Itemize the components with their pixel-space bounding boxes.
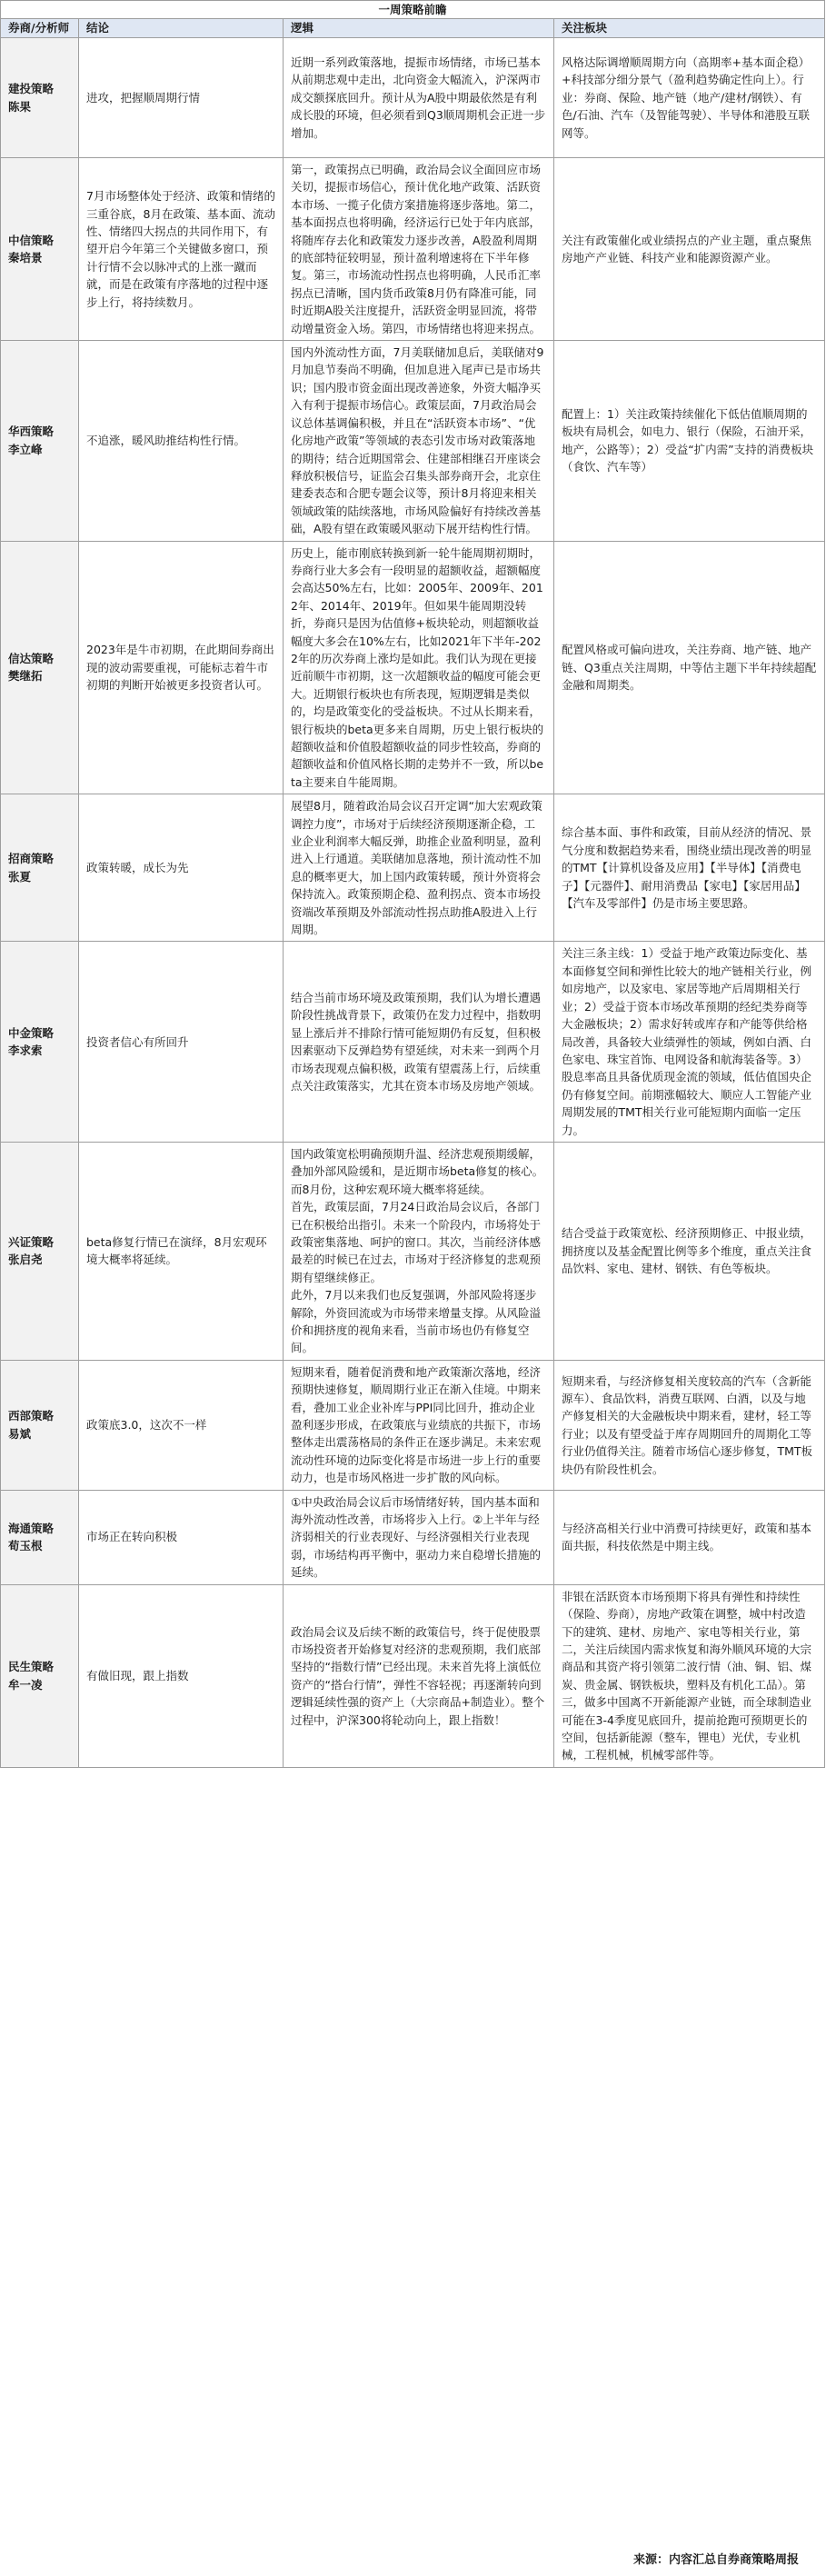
analyst-name: 陈果 <box>8 99 32 114</box>
broker-analyst-cell <box>1 158 79 341</box>
broker-name: 华西策略 <box>8 424 55 439</box>
broker-name: 招商策略 <box>8 852 55 866</box>
table-title: 一周策略前瞻 <box>1 1 825 19</box>
broker-name: 兴证策略 <box>8 1234 55 1249</box>
broker-name: 信达策略 <box>8 651 55 665</box>
broker-name: 海通策略 <box>8 1521 55 1535</box>
logic-cell: 结合当前市场环境及政策预期，我们认为增长遭遇阶段性挑战背景下，政策仍在发力过程中，指数明显上涨后并不排除行情可能短期仍有反复，但积极因素驱动下反弹趋势有望延续，对未来一到两个月市场表现观点偏积极，政策有望震荡上行，后续重点关注政策落实，尤其在资本市场及房地产领域。 <box>284 942 554 1142</box>
logic-cell: ①中央政治局会议后市场情绪好转，国内基本面和海外流动性改善，市场将步入上行。②上半年与经济弱相关的行业表现好、与经济强相关行业表现弱，市场结构再平衡中，驱动力来自稳增长措施的延续。 <box>284 1490 554 1584</box>
sectors-cell: 短期来看，与经济修复相关度较高的汽车（含新能源车）、食品饮料，消费互联网、白酒，以及与地产修复相关的大金融板块中期来看，建材，轻工等行业；以及有望受益于库存周期回升的周期化工等行业仍值得关注。随着市场信心逐步修复，TMT板块仍有阶段性机会。 <box>554 1360 825 1490</box>
broker-analyst-cell <box>1 1490 79 1584</box>
broker-analyst-cell <box>1 541 79 794</box>
table-row <box>1 942 825 1142</box>
broker-name: 西部策略 <box>8 1409 55 1423</box>
broker-analyst-cell <box>1 38 79 158</box>
sectors-cell: 配置上：1）关注政策持续催化下低估值顺周期的板块有局机会，如电力、银行（保险，石油开采，地产，公路等）；2）受益“扩内需”支持的消费板块（食饮、汽车等） <box>554 341 825 541</box>
analyst-name: 秦培景 <box>8 251 43 265</box>
table-row <box>1 341 825 541</box>
header-conclusion: 结论 <box>79 19 284 38</box>
analyst-name: 张启尧 <box>8 1253 43 1267</box>
table-row <box>1 794 825 942</box>
table-row <box>1 1490 825 1584</box>
conclusion-cell: 进攻，把握顺周期行情 <box>79 38 284 158</box>
logic-cell: 国内政策宽松明确预期升温、经济悲观预期缓解，叠加外部风险缓和，是近期市场beta修复的核心。而8月份，这种宏观环境大概率将延续。 首先，政策层面，7月24日政治局会议后，各部门已在积极给出指引。未来一个阶段内，市场将处于政策密集落地、呵护的窗口。其次，当前经济体感最差的时候已在过去，市场对于经济修复的悲观预期有望继续修正。 此外，7月以来我们也反复强调，外部风险将逐步解除，外资回流或为市场带来增量支撑。从风险溢价和拥挤度的视角来看，当前市场也仍有修复空间。 <box>284 1142 554 1360</box>
table-body <box>1 38 825 1768</box>
broker-name: 建投策略 <box>8 82 55 96</box>
sectors-cell: 与经济高相关行业中消费可持续更好，政策和基本面共振，科技依然是中期主线。 <box>554 1490 825 1584</box>
header-logic: 逻辑 <box>284 19 554 38</box>
broker-analyst-cell <box>1 942 79 1142</box>
sectors-cell: 非银在活跃资本市场预期下将具有弹性和持续性（保险、券商），房地产政策在调整，城中村改造下的建筑、建材、房地产、家电等相关行业，第二，关注后续国内需求恢复和海外顺风环境的大宗商品和其资产将引领第二波行情（油、铜、铝、煤炭、贵金属、钢铁板块，塑料及有机化工品）。第三，做多中国离不开新能源产业链，而全球制造业可能在3-4季度见底回升，提前抢跑可预期更长的空间，包括新能源（整车，锂电）光伏，专业机械，工程机械，机械零部件等。 <box>554 1584 825 1767</box>
broker-analyst-cell <box>1 1142 79 1360</box>
sectors-cell: 风格达际调增顺周期方向（高期率+基本面企稳）+科技部分细分景气（盈利趋势确定性向上）。行业：券商、保险、地产链（地产/建材/钢铁）、有色/石油、汽车（及智能驾驶）、半导体和港股互联网等。 <box>554 38 825 158</box>
table-row <box>1 541 825 794</box>
conclusion-cell: 2023年是牛市初期，在此期间券商出现的波动需要重视，可能标志着牛市初期的判断开始被更多投资者认可。 <box>79 541 284 794</box>
conclusion-cell: 不追涨，暖风助推结构性行情。 <box>79 341 284 541</box>
analyst-name: 易斌 <box>8 1426 32 1441</box>
conclusion-cell: 有做旧现，跟上指数 <box>79 1584 284 1767</box>
logic-cell: 第一，政策拐点已明确，政治局会议全面回应市场关切，提振市场信心，预计优化地产政策、活跃资本市场、一揽子化债方案措施将逐步落地。第二，基本面拐点也将明确，经济运行已处于年内底部，将随库存去化和政策发力逐步改善，A股盈利周期的底部特征较明显，预计盈利增速将在下半年修复。第三，市场流动性拐点也将明确，人民币汇率拐点已清晰，国内货币政策8月仍有降准可能，同时近期A股关注度提升，活跃资金明显回流，将带动增量资金入场。第四，市场情绪也将迎来拐点。 <box>284 158 554 341</box>
header-sectors: 关注板块 <box>554 19 825 38</box>
logic-cell: 短期来看，随着促消费和地产政策渐次落地，经济预期快速修复，顺周期行业正在渐入佳境。中期来看，叠加工业企业补库与PPI同比回升，推动企业盈利逐步形成，在政策底与业绩底的共振下，市场整体走出震荡格局的条件正在逐步满足。未来宏观流动性环境的边际变化将是市场进一步上行的重要动力，也是市场风格进一步扩散的风向标。 <box>284 1360 554 1490</box>
source-note: 来源：内容汇总自券商策略周报 <box>0 2545 826 2576</box>
table-row <box>1 158 825 341</box>
table-row <box>1 1360 825 1490</box>
analyst-name: 牟一凌 <box>8 1677 43 1692</box>
sectors-cell: 配置风格或可偏向进攻，关注券商、地产链、地产链、Q3重点关注周期，中等估主题下半年持续超配金融和周期类。 <box>554 541 825 794</box>
conclusion-cell: 7月市场整体处于经济、政策和情绪的三重谷底，8月在政策、基本面、流动性、情绪四大拐点的共同作用下，有望开启今年第三个关键做多窗口，预计行情不会以脉冲式的上涨一蹴而就，而是在政策有序落地的过程中逐步上行，将持续数月。 <box>79 158 284 341</box>
table-row <box>1 1142 825 1360</box>
logic-cell: 政治局会议及后续不断的政策信号，终于促使股票市场投资者开始修复对经济的悲观预期，我们底部坚持的“指数行情”已经出现。未来首先将上演低位资产的“搭台行情”，弹性不容轻视；再逐渐转向到逻辑延续性强的资产上（大宗商品+制造业）。整个过程中，沪深300将轮动向上，跟上指数！ <box>284 1584 554 1767</box>
broker-analyst-cell <box>1 1584 79 1767</box>
conclusion-cell: 政策转暖，成长为先 <box>79 794 284 942</box>
sectors-cell: 结合受益于政策宽松、经济预期修正、中报业绩，拥挤度以及基金配置比例等多个维度，重点关注食品饮料、家电、建材、钢铁、有色等板块。 <box>554 1142 825 1360</box>
conclusion-cell: 投资者信心有所回升 <box>79 942 284 1142</box>
header-row <box>1 19 825 38</box>
sectors-cell: 关注有政策催化或业绩拐点的产业主题，重点聚焦房地产产业链、科技产业和能源资源产业。 <box>554 158 825 341</box>
header-broker-analyst: 券商/分析师 <box>1 19 79 38</box>
broker-analyst-cell <box>1 341 79 541</box>
conclusion-cell: 市场正在转向积极 <box>79 1490 284 1584</box>
table-row <box>1 38 825 158</box>
conclusion-cell: beta修复行情已在演绎，8月宏观环境大概率将延续。 <box>79 1142 284 1360</box>
broker-name: 中金策略 <box>8 1025 55 1040</box>
analyst-name: 李求索 <box>8 1043 43 1058</box>
broker-analyst-cell <box>1 1360 79 1490</box>
conclusion-cell: 政策底3.0，这次不一样 <box>79 1360 284 1490</box>
analyst-name: 张夏 <box>8 869 32 884</box>
table-row <box>1 1584 825 1767</box>
logic-cell: 历史上，能市刚底转换到新一轮牛能周期初期时，券商行业大多会有一段明显的超额收益，超额幅度会高达50%左右，比如：2005年、2009年、2012年、2014年、2019年。但如果牛能周期没转折，券商只是因为估值修+板块轮动，则超额收益幅度大多会在10%左右，比如2021年下半年-2022年的历次券商上涨均是如此。我们认为现在更接近前顺牛市初期，这一次超额收益的幅度可能会更大。近期银行板块也有所表现，短期逻辑是类似的，均是政策变化的受益板块。不过从长期来看，银行板块的beta更多来自周期，历史上银行板块的超额收益和价值股超额收益的同步性较高，券商的超额收益和价值风格长期的走势并不一致，所以beta主要来自牛能周期。 <box>284 541 554 794</box>
broker-name: 民生策略 <box>8 1660 55 1674</box>
logic-cell: 展望8月，随着政治局会议召开定调“加大宏观政策调控力度”，市场对于后续经济预期逐渐企稳，工业企业利润率大幅反弹，助推企业盈利明显，盈利进入上行通道。美联储加息落地，预计流动性不加息的概率更大，加上国内政策转暖，预计外资将会保持流入。政策预期企稳、盈利拐点、资本市场投资端改革预期及外部流动性拐点助推A股进入上行周期。 <box>284 794 554 942</box>
broker-name: 中信策略 <box>8 233 55 247</box>
analyst-name: 李立峰 <box>8 442 43 456</box>
analyst-name: 樊继拓 <box>8 669 43 684</box>
sectors-cell: 关注三条主线：1）受益于地产政策边际变化、基本面修复空间和弹性比较大的地产链相关行业，例如房地产，以及家电、家居等地产后周期相关行业；2）受益于资本市场改革预期的经纪类券商等大金融板块；2）需求好转或库存和产能等供给格局改善，具备较大业绩弹性的领域，例如白酒、白色家电、珠宝首饰、电网设备和航海装备等。3）股息率高且具备优质现金流的领域，低估值国央企仍有修复空间。前期涨幅较大、顺应人工智能产业周期发展的TMT相关行业可能短期内面临一定压力。 <box>554 942 825 1142</box>
analyst-name: 荀玉根 <box>8 1539 43 1553</box>
logic-cell: 近期一系列政策落地，提振市场情绪，市场已基本从前期悲观中走出，北向资金大幅流入，沪深两市成交额探底回升。预计从为A股中期最依然是有利成长股的环境，但必须看到Q3顺周期机会正进一步增加。 <box>284 38 554 158</box>
sectors-cell: 综合基本面、事件和政策，目前从经济的情况、景气分度和数据趋势来看，围绕业绩出现改善的明显的TMT【计算机设备及应用】【半导体】【消费电子】【元器件】、耐用消费品【家电】【家居用品】【汽车及零部件】仍是市场主要思路。 <box>554 794 825 942</box>
broker-analyst-cell <box>1 794 79 942</box>
title-row <box>1 1 825 19</box>
logic-cell: 国内外流动性方面，7月美联储加息后，美联储对9月加息节奏尚不明确，但加息进入尾声已是市场共识；国内股市资金面出现改善迹象，外资大幅净买入有利于提振市场信心。政策层面，7月政治局会议总体基调偏积极，并且在“活跃资本市场”、“优化房地产政策”等领域的表态引发市场对政策落地的期待；结合近期国常会、住建部相继召开座谈会释放积极信号，证监会召集头部券商开会，北京住建委表态和合肥专题会议等，预计8月将迎来相关领域政策的陆续落地，市场风险偏好有持续改善基础，A股有望在政策暖风驱动下展开结构性行情。 <box>284 341 554 541</box>
